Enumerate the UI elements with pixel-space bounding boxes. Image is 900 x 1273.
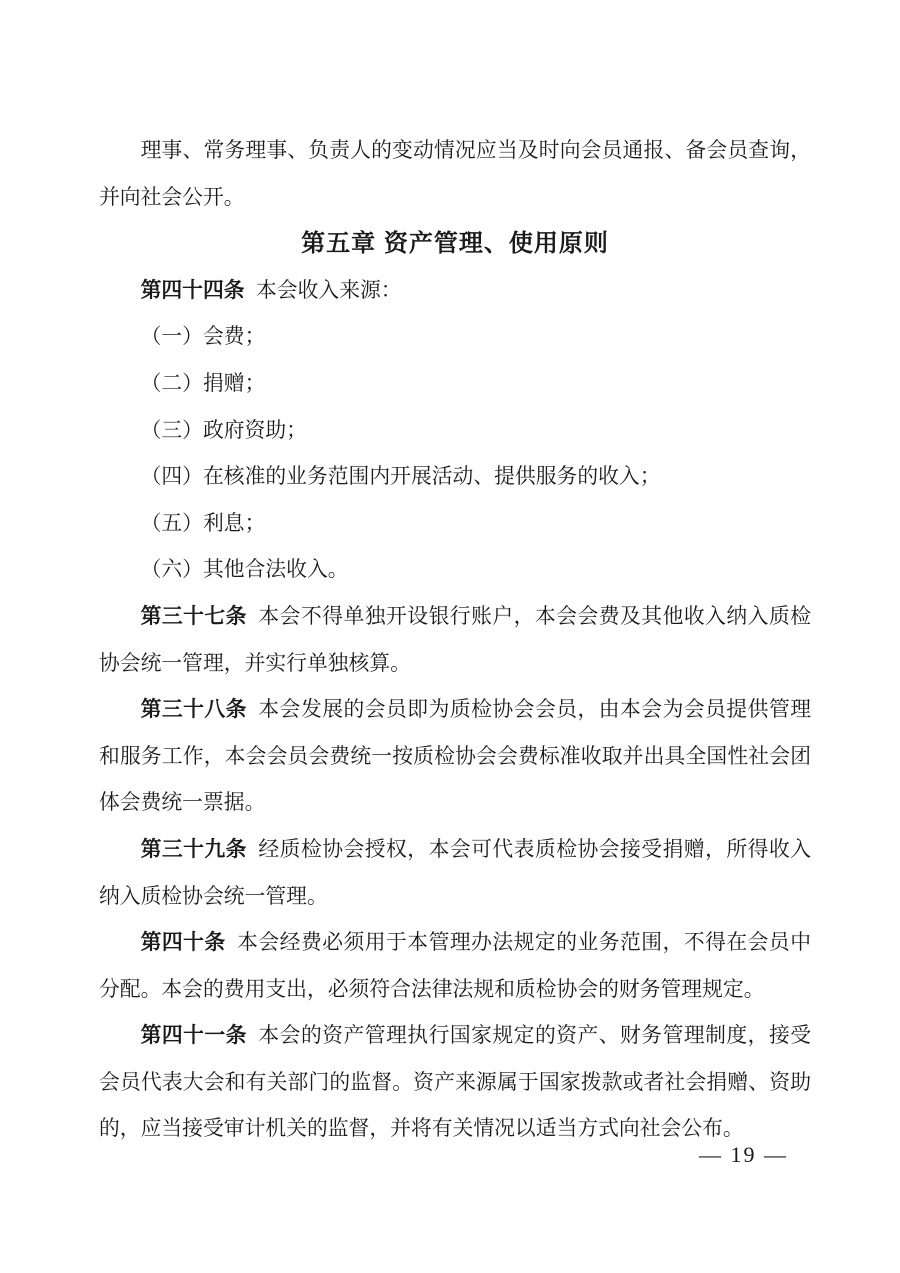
article-37-paragraph	[99, 594, 811, 687]
chapter-heading: 第五章 资产管理、使用原则	[301, 230, 609, 258]
document-content	[99, 128, 811, 1153]
article-41-number: 第四十一条	[140, 1024, 247, 1048]
article-37-text: 本会不得单独开设银行账户，本会会费及其他收入纳入质检协会统一管理，并实行单独核算。	[99, 604, 812, 675]
page-number: — 19 —	[699, 1142, 788, 1167]
article-44-text: 本会收入来源：	[256, 278, 402, 302]
article-41-paragraph	[99, 1013, 811, 1153]
article-41-text: 本会的资产管理执行国家规定的资产、财务管理制度，接受会员代表大会和有关部门的监督。资产来源属于国家拨款或者社会捐赠、资助的，应当接受审计机关的监督，并将有关情况以适当方式向社会公布。	[99, 1024, 812, 1141]
article-44-number: 第四十四条	[140, 278, 245, 302]
article-39-number: 第三十九条	[140, 837, 247, 861]
article-44-paragraph	[99, 268, 811, 315]
income-item-1: （一）会费；	[140, 325, 266, 349]
article-40-number: 第四十条	[140, 931, 226, 955]
article-39-paragraph	[99, 827, 811, 920]
income-item-3: （三）政府资助；	[140, 418, 307, 442]
income-item-2: （二）捐赠；	[140, 371, 266, 395]
article-38-text: 本会发展的会员即为质检协会会员，由本会为会员提供管理和服务工作，本会会员会费统一按质检协会会费标准收取并出具全国性社会团体会费统一票据。	[99, 698, 812, 815]
intro-paragraph: 理事、常务理事、负责人的变动情况应当及时向会员通报、备会员查询，并向社会公开。	[99, 139, 811, 209]
income-item-6: （六）其他合法收入。	[140, 558, 349, 582]
article-38-number: 第三十八条	[140, 698, 247, 722]
article-37-number: 第三十七条	[140, 604, 247, 628]
income-item-4: （四）在核准的业务范围内开展活动、提供服务的收入；	[140, 465, 661, 489]
income-item-5: （五）利息；	[140, 511, 266, 535]
article-40-text: 本会经费必须用于本管理办法规定的业务范围，不得在会员中分配。本会的费用支出，必须符合法律法规和质检协会的财务管理规定。	[99, 931, 812, 1001]
article-40-paragraph	[99, 920, 811, 1013]
article-38-paragraph	[99, 687, 811, 827]
article-39-text: 经质检协会授权，本会可代表质检协会接受捐赠，所得收入纳入质检协会统一管理。	[99, 837, 812, 908]
